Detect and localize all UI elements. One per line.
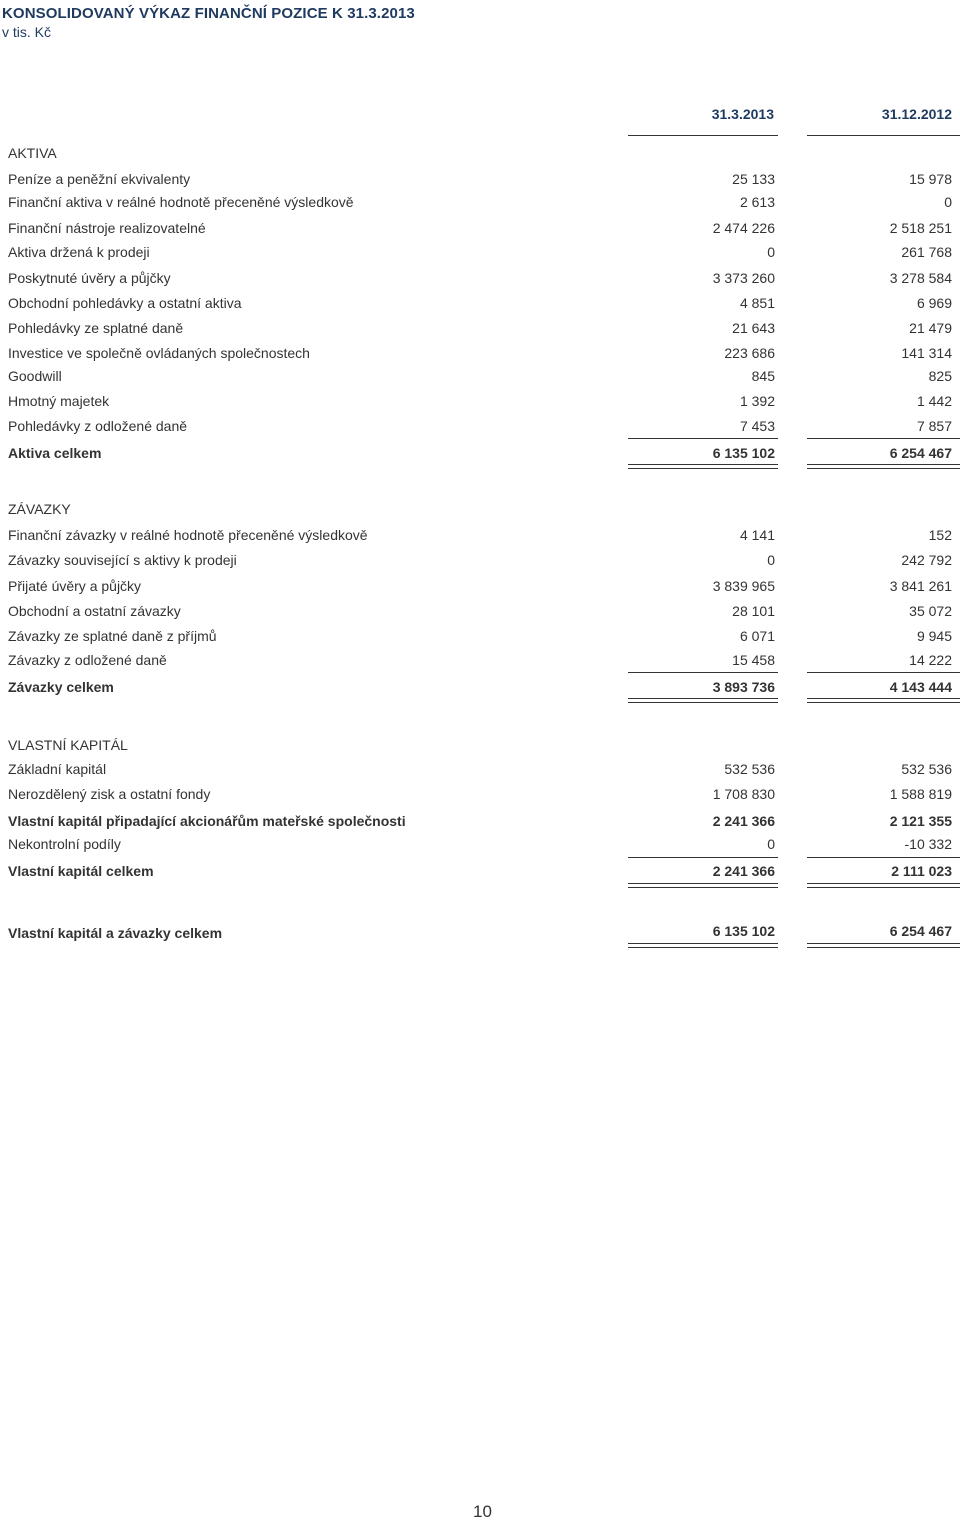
table-row (0, 268, 960, 288)
double-underline-col2 (807, 883, 960, 888)
value-2012: 532 536 (901, 761, 952, 777)
header-underline-col1 (628, 135, 778, 136)
table-row (0, 416, 960, 436)
value-2013: 3 839 965 (712, 578, 775, 594)
value-2012: 1 588 819 (889, 786, 952, 802)
value-2013: 4 851 (739, 295, 775, 311)
table-row (0, 784, 960, 804)
row-label: Poskytnuté úvěry a půjčky (8, 270, 171, 286)
value-2013: 2 613 (739, 194, 775, 210)
row-label: Závazky související s aktivy k prodeji (8, 552, 237, 568)
row-label: Hmotný majetek (8, 393, 110, 409)
subtotal-line-col2 (807, 857, 960, 858)
double-underline-col2 (807, 698, 960, 703)
double-underline-col2 (807, 943, 960, 948)
value-2012: 261 768 (901, 244, 952, 260)
value-2013: 3 373 260 (712, 270, 775, 286)
table-row (0, 218, 960, 238)
value-2012: 7 857 (916, 418, 952, 434)
grand-total-row (0, 921, 960, 941)
value-2013: 6 135 102 (712, 445, 775, 461)
table-row (0, 318, 960, 338)
row-label: Základní kapitál (8, 761, 107, 777)
value-2012: 2 121 355 (889, 813, 952, 829)
value-2012: 2 518 251 (889, 220, 952, 236)
value-2012: 35 072 (909, 603, 952, 619)
value-2012: 152 (928, 527, 952, 543)
value-2012: 6 254 467 (889, 923, 952, 939)
total-row-kapital (0, 861, 960, 881)
value-2013: 6 135 102 (712, 923, 775, 939)
row-label: Nekontrolní podíly (8, 836, 121, 852)
value-2012: 15 978 (909, 171, 952, 187)
value-2013: 0 (767, 244, 775, 260)
subtotal-line-col2 (807, 672, 960, 673)
value-2013: 2 241 366 (712, 863, 775, 879)
value-2012: -10 332 (904, 836, 952, 852)
table-row (0, 293, 960, 313)
table-row (0, 626, 960, 646)
value-2013: 6 071 (739, 628, 775, 644)
value-2013: 3 893 736 (712, 679, 775, 695)
row-label: Přijaté úvěry a půjčky (8, 578, 142, 594)
table-row (0, 550, 960, 570)
section-heading-kapital: VLASTNÍ KAPITÁL (8, 737, 128, 753)
page-number: 10 (473, 1502, 492, 1521)
row-label: Aktiva držená k prodeji (8, 244, 150, 260)
row-label: Obchodní a ostatní závazky (8, 603, 181, 619)
table-row (0, 391, 960, 411)
value-2013: 532 536 (724, 761, 775, 777)
row-label: Aktiva celkem (8, 445, 102, 461)
value-2012: 825 (928, 368, 952, 384)
double-underline-col1 (628, 943, 778, 948)
column-header-2013: 31.3.2013 (711, 106, 774, 122)
double-underline-col2 (807, 464, 960, 469)
value-2012: 242 792 (901, 552, 952, 568)
value-2012: 0 (944, 194, 952, 210)
row-label: Finanční závazky v reálné hodnotě přeceněné výsledkově (8, 527, 368, 543)
row-label: Vlastní kapitál a závazky celkem (8, 925, 223, 941)
row-label: Investice ve společně ovládaných společnostech (8, 345, 310, 361)
row-label: Závazky z odložené daně (8, 652, 167, 668)
value-2013: 21 643 (732, 320, 775, 336)
value-2012: 21 479 (909, 320, 952, 336)
value-2013: 0 (767, 552, 775, 568)
column-header-2012: 31.12.2012 (881, 106, 952, 122)
subtotal-line-col1 (628, 438, 778, 439)
table-row (0, 525, 960, 545)
row-label: Vlastní kapitál celkem (8, 863, 154, 879)
table-row (0, 343, 960, 363)
value-2013: 28 101 (732, 603, 775, 619)
table-row (0, 601, 960, 621)
row-label: Vlastní kapitál připadající akcionářům mateřské společnosti (8, 813, 406, 829)
row-label: Závazky ze splatné daně z příjmů (8, 628, 217, 644)
value-2012: 6 969 (916, 295, 952, 311)
double-underline-col1 (628, 883, 778, 888)
value-2013: 1 708 830 (712, 786, 775, 802)
value-2012: 9 945 (916, 628, 952, 644)
value-2012: 4 143 444 (889, 679, 952, 695)
value-2013: 0 (767, 836, 775, 852)
value-2013: 845 (751, 368, 775, 384)
value-2013: 2 241 366 (712, 813, 775, 829)
row-label: Goodwill (8, 368, 62, 384)
value-2012: 2 111 023 (891, 863, 952, 879)
total-row-aktiva (0, 443, 960, 463)
section-heading-zavazky: ZÁVAZKY (8, 501, 71, 517)
header-underline-col2 (807, 135, 960, 136)
row-label: Pohledávky z odložené daně (8, 418, 188, 434)
subtotal-line-col2 (807, 438, 960, 439)
value-2012: 3 278 584 (889, 270, 952, 286)
subtotal-line-col1 (628, 672, 778, 673)
value-2013: 223 686 (724, 345, 775, 361)
subtotal-line-col1 (628, 857, 778, 858)
table-row (0, 169, 960, 189)
value-2012: 14 222 (909, 652, 952, 668)
row-label: Nerozdělený zisk a ostatní fondy (8, 786, 211, 802)
row-label: Závazky celkem (8, 679, 114, 695)
value-2012: 6 254 467 (889, 445, 952, 461)
row-label: Pohledávky ze splatné daně (8, 320, 184, 336)
row-label: Finanční nástroje realizovatelné (8, 220, 206, 236)
table-row (0, 366, 960, 386)
double-underline-col1 (628, 698, 778, 703)
table-row (0, 242, 960, 262)
double-underline-col1 (628, 464, 778, 469)
table-row (0, 192, 960, 212)
row-label: Peníze a peněžní ekvivalenty (8, 171, 191, 187)
report-title: KONSOLIDOVANÝ VÝKAZ FINANČNÍ POZICE K 31.3.2013 (2, 5, 415, 22)
table-row (0, 811, 960, 831)
table-row (0, 650, 960, 670)
value-2013: 15 458 (732, 652, 775, 668)
section-heading-aktiva: AKTIVA (8, 145, 57, 161)
currency-unit: v tis. Kč (2, 24, 52, 40)
total-row-zavazky (0, 677, 960, 697)
table-row (0, 576, 960, 596)
row-label: Finanční aktiva v reálné hodnotě přeceněné výsledkově (8, 194, 354, 210)
value-2013: 4 141 (739, 527, 775, 543)
table-row (0, 759, 960, 779)
table-row (0, 834, 960, 854)
value-2012: 141 314 (901, 345, 952, 361)
value-2013: 25 133 (732, 171, 775, 187)
value-2013: 1 392 (739, 393, 775, 409)
value-2013: 2 474 226 (712, 220, 775, 236)
value-2013: 7 453 (739, 418, 775, 434)
row-label: Obchodní pohledávky a ostatní aktiva (8, 295, 242, 311)
value-2012: 3 841 261 (889, 578, 952, 594)
value-2012: 1 442 (916, 393, 952, 409)
